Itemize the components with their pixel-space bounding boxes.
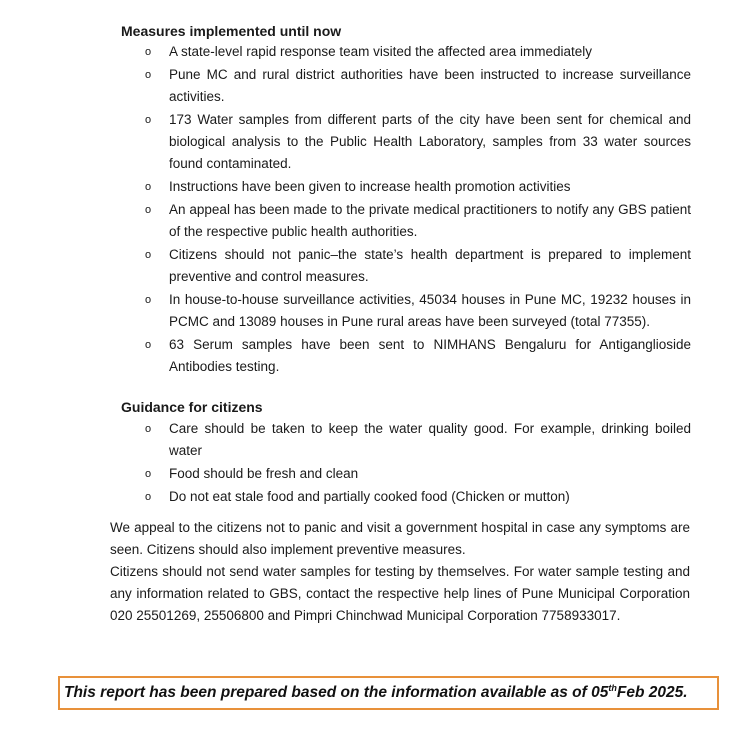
list-item-text: Citizens should not panic–the state’s health department is prepared to implement preventive and control measures. [169,247,691,284]
appeal-paragraph: We appeal to the citizens not to panic and visit a government hospital in case any symptoms are seen. Citizens should also implement preventive measures. [110,520,690,557]
bullet-icon: o [145,339,152,351]
list-item [121,176,691,198]
list-item [121,463,691,485]
bullet-icon: o [145,249,152,261]
guidance-list [121,418,691,508]
measures-list [121,41,691,378]
list-item-text: Food should be fresh and clean [169,466,359,481]
list-item [121,289,691,333]
report-note-box [58,676,719,710]
bullet-icon: o [145,468,152,480]
contact-paragraph: Citizens should not send water samples for testing by themselves. For water sample testing and any information related to GBS, contact the respective help lines of Pune Municipal Corporation 020 25501269, 25506800 and Pimpri Chinchwad Municipal Corporation 7758933017. [110,564,690,623]
list-item-text: In house-to-house surveillance activities, 45034 houses in Pune MC, 19232 houses in PCMC and 13089 houses in Pune rural areas have been surveyed (total 77355). [169,292,691,329]
list-item-text: A state-level rapid response team visited the affected area immediately [169,44,592,59]
report-note [64,683,688,702]
list-item-text: Instructions have been given to increase health promotion activities [169,179,571,194]
list-item-text: Care should be taken to keep the water quality good. For example, drinking boiled water [169,421,691,458]
bullet-icon: o [145,69,152,81]
list-item [121,41,691,63]
list-item [121,244,691,288]
bullet-icon: o [145,181,152,193]
measures-heading: Measures implemented until now [121,23,342,39]
list-item [121,64,691,108]
bullet-icon: o [145,204,152,216]
bullet-icon: o [145,46,152,58]
list-item [121,334,691,378]
bullet-icon: o [145,114,152,126]
list-item [121,418,691,462]
report-note-text: This report has been prepared based on the information available as of 05 [64,684,609,702]
report-note-date: Feb 2025. [616,684,688,702]
list-item [121,486,691,508]
bullet-icon: o [145,423,152,435]
list-item-text: Pune MC and rural district authorities have been instructed to increase surveillance activities. [169,67,691,104]
list-item [121,109,691,175]
guidance-heading: Guidance for citizens [121,399,263,415]
bullet-icon: o [145,491,152,503]
bullet-icon: o [145,294,152,306]
list-item [121,199,691,243]
list-item-text: An appeal has been made to the private medical practitioners to notify any GBS patient of the respective public health authorities. [169,202,691,239]
report-note-superscript: th [608,683,617,694]
list-item-text: 63 Serum samples have been sent to NIMHANS Bengaluru for Antiganglioside Antibodies testing. [169,337,691,374]
list-item-text: Do not eat stale food and partially cooked food (Chicken or mutton) [169,489,570,504]
list-item-text: 173 Water samples from different parts of the city have been sent for chemical and biological analysis to the Public Health Laboratory, samples from 33 water sources found contaminated. [169,112,691,171]
